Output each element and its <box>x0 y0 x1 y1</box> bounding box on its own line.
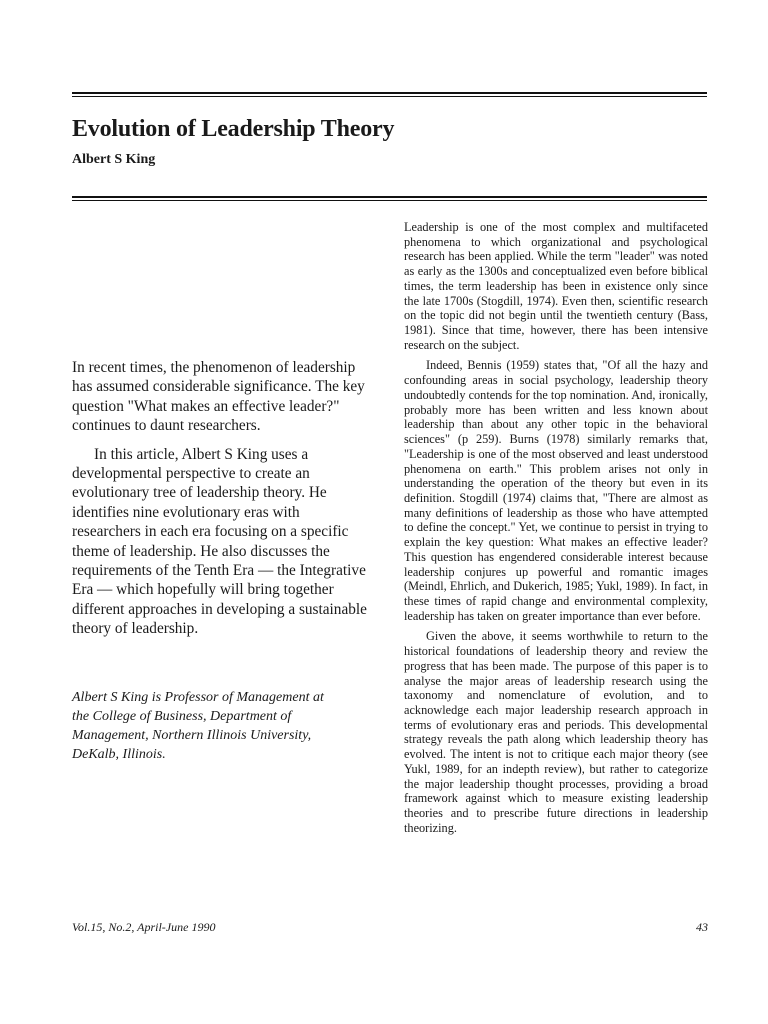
article-title: Evolution of Leadership Theory <box>72 116 395 142</box>
article-author: Albert S King <box>72 152 156 167</box>
abstract-paragraph: In this article, Albert S King uses a developmental perspective to create an evolutionary tree of leadership theory. He identifies nine evolutionary eras with researchers in each era focusing on a specific theme of leadership. He also discusses the requirements of the Tenth Era — the Integrative Era — which hopefully will bring together different approaches in developing a sustainable theory of leadership. <box>72 445 367 638</box>
header-top-rule <box>72 92 707 97</box>
author-bio: Albert S King is Professor of Management at the College of Business, Department of Management, Northern Illinois University, DeKalb, Illinois. <box>72 690 324 762</box>
abstract-column <box>72 358 372 648</box>
abstract-paragraph: In recent times, the phenomenon of leadership has assumed considerable significance. The key question "What makes an effective leader?" continues to daunt researchers. <box>72 359 365 435</box>
page-number: 43 <box>696 920 708 934</box>
journal-citation: Vol.15, No.2, April-June 1990 <box>72 920 216 934</box>
body-column <box>404 220 708 841</box>
body-paragraph: Given the above, it seems worthwhile to return to the historical foundations of leadership theory and review the progress that has been made. The purpose of this paper is to analyse the major areas of leadership research using the taxonomy and nomenclature of evolution, and to acknowledge each major leadership research approach in terms of evolutionary eras and periods. This developmental strategy reveals the path along which leadership theory has evolved. The intent is not to critique each major theory (see Yukl, 1989, for an indepth review), but rather to categorize the major leadership thought processes, providing a broad framework against which to measure existing leadership theories and to prescribe future directions in leadership theorizing. <box>404 629 708 835</box>
body-paragraph: Leadership is one of the most complex and multifaceted phenomena to which organizational and psychological research has been applied. While the term "leader" was noted as early as the 1300s and conceptualized even before biblical times, the term leadership has been in existence only since the late 1700s (Stogdill, 1974). Even then, scientific research on the topic did not begin until the twentieth century (Bass, 1981). Since that time, however, there has been intensive research on the subject. <box>404 220 708 352</box>
header-bottom-rule <box>72 196 707 201</box>
body-paragraph: Indeed, Bennis (1959) states that, "Of all the hazy and confounding areas in social psychology, leadership theory undoubtedly contends for the top nomination. And, ironically, probably more has been written and less known about leadership than about any other topic in the behavioral sciences" (p 259). Burns (1978) similarly remarks that, "Leadership is one of the most observed and least understood phenomena on earth." This problem arises not only in understanding the operation of the theory but even in its definition. Stogdill (1974) claims that, "There are almost as many definitions of leadership as those who have attempted to define the concept." Yet, we continue to persist in trying to explain the key question: What makes an effective leader? This question has engendered considerable interest because leadership conjures up powerful and romantic images (Meindl, Ehrlich, and Dukerich, 1985; Yukl, 1989). In fact, in these times of rapid change and environmental complexity, leadership has taken on greater importance than ever before. <box>404 358 708 623</box>
